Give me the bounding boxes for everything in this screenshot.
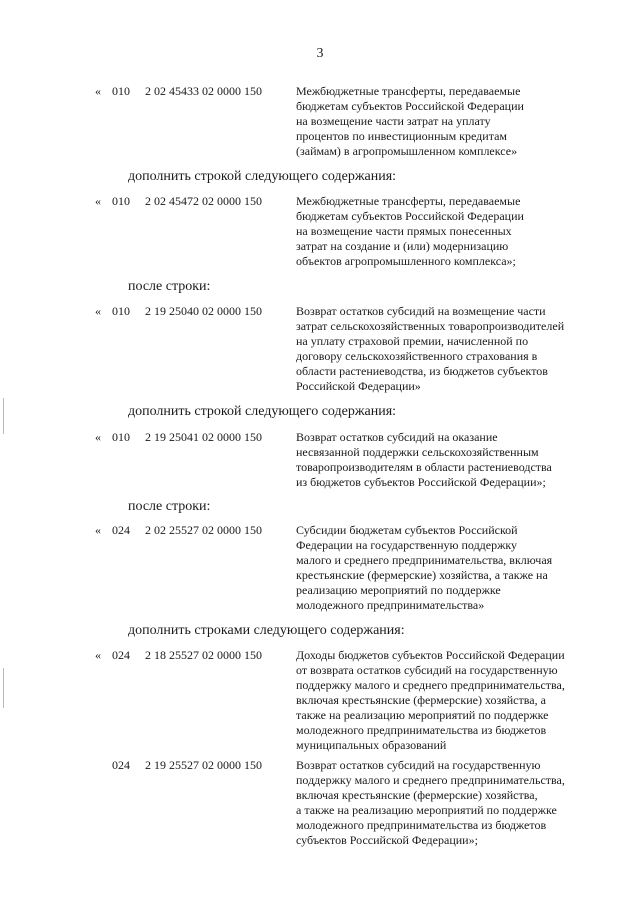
instruction-add-line: дополнить строкой следующего содержания: — [128, 169, 397, 184]
description-line: поддержку малого и среднего предпринимательства, — [296, 773, 565, 787]
description-line: молодежного предпринимательства из бюджетов — [296, 818, 547, 832]
admin-code: 010 — [112, 84, 130, 98]
description-line: товаропроизводителям в области растениеводства — [296, 460, 552, 474]
budget-code: 2 19 25527 02 0000 150 — [145, 758, 262, 772]
budget-code: 2 02 25527 02 0000 150 — [145, 523, 262, 537]
description-line: бюджетам субъектов Российской Федерации — [296, 209, 524, 223]
description-line: субъектов Российской Федерации»; — [296, 833, 478, 847]
page-number: 3 — [316, 46, 324, 61]
instruction-after-line: после строки: — [128, 499, 211, 514]
description-line: затрат сельскохозяйственных товаропроизводителей — [296, 319, 565, 333]
description-line: Федерации на государственную поддержку — [296, 538, 518, 552]
description-line: Межбюджетные трансферты, передаваемые — [296, 84, 521, 98]
row-description — [296, 304, 606, 394]
admin-code: 010 — [112, 430, 130, 444]
instruction-after-line: после строки: — [128, 279, 211, 294]
description-line: договору сельскохозяйственного страхования в — [296, 349, 538, 363]
row-description — [296, 523, 606, 613]
description-line: малого и среднего предпринимательства, включая — [296, 553, 553, 567]
description-line: из бюджетов субъектов Российской Федерации»; — [296, 475, 546, 489]
description-line: области растениеводства, из бюджетов субъектов — [296, 364, 548, 378]
description-line: Доходы бюджетов субъектов Российской Федерации — [296, 648, 565, 662]
budget-code: 2 19 25041 02 0000 150 — [145, 430, 262, 444]
scan-mark — [3, 668, 4, 708]
admin-code: 010 — [112, 304, 130, 318]
description-line: Российской Федерации» — [296, 379, 421, 393]
budget-code: 2 18 25527 02 0000 150 — [145, 648, 262, 662]
opening-quote: « — [95, 430, 101, 444]
description-line: несвязанной поддержки сельскохозяйственным — [296, 445, 539, 459]
description-line: бюджетам субъектов Российской Федерации — [296, 99, 524, 113]
description-line: Возврат остатков субсидий на оказание — [296, 430, 498, 444]
description-line: крестьянские (фермерские) хозяйства, а также на — [296, 568, 548, 582]
description-line: Субсидии бюджетам субъектов Российской — [296, 523, 518, 537]
description-line: Межбюджетные трансферты, передаваемые — [296, 194, 521, 208]
description-line: молодежного предпринимательства из бюджетов — [296, 723, 547, 737]
description-line: включая крестьянские (фермерские) хозяйства, а — [296, 693, 546, 707]
description-line: муниципальных образований — [296, 738, 447, 752]
instruction-add-line: дополнить строкой следующего содержания: — [128, 404, 397, 419]
admin-code: 010 — [112, 194, 130, 208]
description-line: на уплату страховой премии, начисленной по — [296, 334, 529, 348]
admin-code: 024 — [112, 648, 130, 662]
description-line: а также на реализацию мероприятий по поддержке — [296, 803, 557, 817]
budget-code: 2 02 45433 02 0000 150 — [145, 84, 262, 98]
description-line: объектов агропромышленного комплекса»; — [296, 254, 516, 268]
description-line: Возврат остатков субсидий на возмещение части — [296, 304, 546, 318]
row-description — [296, 648, 606, 753]
row-description — [296, 430, 606, 490]
description-line: на возмещение части прямых понесенных — [296, 224, 512, 238]
opening-quote: « — [95, 194, 101, 208]
description-line: Возврат остатков субсидий на государственную — [296, 758, 541, 772]
description-line: реализацию мероприятий по поддержке — [296, 583, 501, 597]
row-description — [296, 758, 606, 848]
description-line: (займам) в агропромышленном комплексе» — [296, 144, 518, 158]
admin-code: 024 — [112, 758, 130, 772]
description-line: включая крестьянские (фермерские) хозяйства, — [296, 788, 538, 802]
row-description — [296, 84, 606, 159]
description-line: также на реализацию мероприятий по поддержке — [296, 708, 549, 722]
description-line: на возмещение части затрат на уплату — [296, 114, 491, 128]
budget-code: 2 19 25040 02 0000 150 — [145, 304, 262, 318]
description-line: молодежного предпринимательства» — [296, 598, 485, 612]
instruction-add-lines: дополнить строками следующего содержания: — [128, 623, 405, 638]
opening-quote: « — [95, 523, 101, 537]
opening-quote: « — [95, 648, 101, 662]
row-description — [296, 194, 606, 269]
opening-quote: « — [95, 304, 101, 318]
description-line: затрат на создание и (или) модернизацию — [296, 239, 509, 253]
description-line: от возврата остатков субсидий на государственную — [296, 663, 558, 677]
scan-mark — [3, 398, 4, 434]
budget-code: 2 02 45472 02 0000 150 — [145, 194, 262, 208]
opening-quote: « — [95, 84, 101, 98]
description-line: процентов по инвестиционным кредитам — [296, 129, 508, 143]
admin-code: 024 — [112, 523, 130, 537]
description-line: поддержку малого и среднего предпринимательства, — [296, 678, 565, 692]
